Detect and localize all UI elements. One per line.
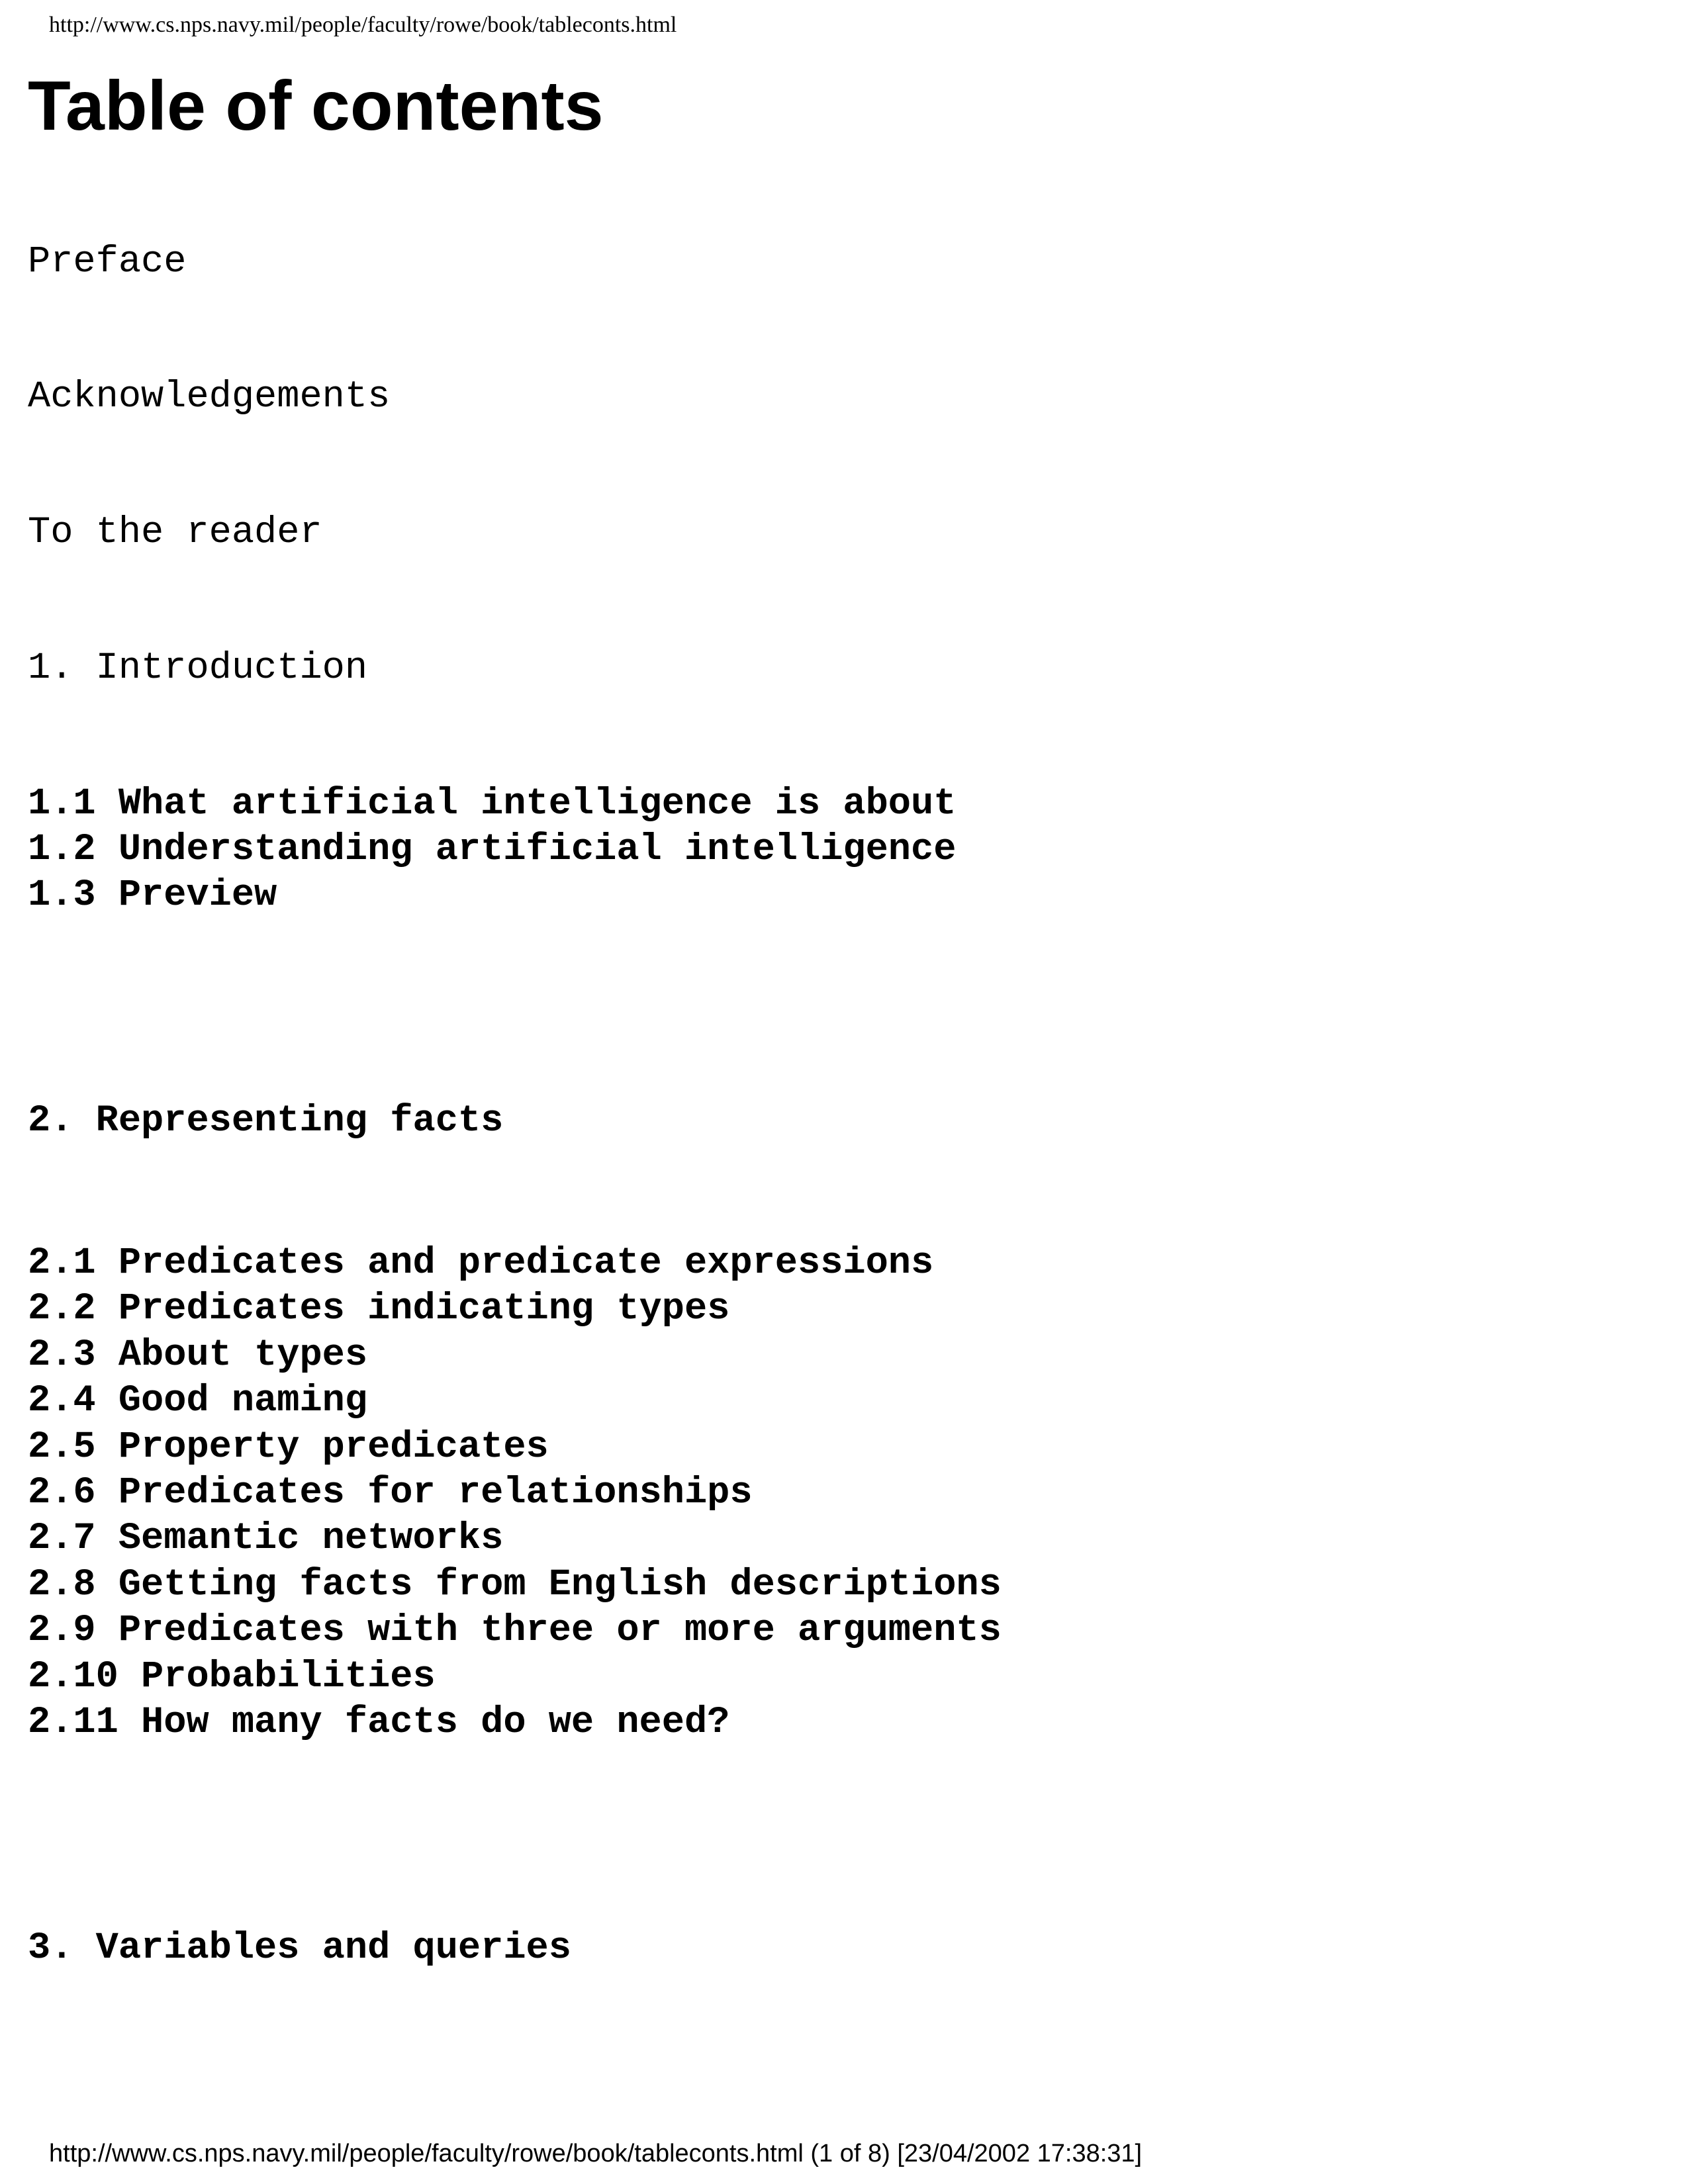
toc-link-section-2-10[interactable]: 2.10 Probabilities — [28, 1656, 436, 1698]
toc-link-section-1-3[interactable]: 1.3 Preview — [28, 874, 277, 917]
print-header-url: http://www.cs.nps.navy.mil/people/faculty/rowe/book/tableconts.html — [49, 13, 677, 37]
toc-link-section-2-1[interactable]: 2.1 Predicates and predicate expressions — [28, 1242, 934, 1285]
toc-link-section-2-6[interactable]: 2.6 Predicates for relationships — [28, 1472, 753, 1514]
toc-link-section-1-2[interactable]: 1.2 Understanding artificial intelligence — [28, 829, 957, 871]
toc-link-section-1-1[interactable]: 1.1 What artificial intelligence is about — [28, 783, 957, 825]
toc-link-chapter-2[interactable]: 2. Representing facts — [28, 1100, 504, 1142]
toc-link-chapter-3[interactable]: 3. Variables and queries — [28, 1927, 571, 1970]
toc-link-section-2-2[interactable]: 2.2 Predicates indicating types — [28, 1288, 730, 1330]
toc-link-section-2-7[interactable]: 2.7 Semantic networks — [28, 1518, 504, 1560]
toc-link-section-2-8[interactable]: 2.8 Getting facts from English descriptions — [28, 1564, 1002, 1606]
toc-link-acknowledgements[interactable]: Acknowledgements — [28, 376, 391, 418]
toc-link-section-2-4[interactable]: 2.4 Good naming — [28, 1380, 368, 1422]
toc-link-section-2-11[interactable]: 2.11 How many facts do we need? — [28, 1702, 730, 1744]
toc-link-section-2-3[interactable]: 2.3 About types — [28, 1334, 368, 1377]
toc-link-to-the-reader[interactable]: To the reader — [28, 512, 322, 554]
toc-link-chapter-1[interactable]: 1. Introduction — [28, 647, 368, 690]
print-footer: http://www.cs.nps.navy.mil/people/faculty/rowe/book/tableconts.html (1 of 8) [23/04/2002 17:38:31] — [49, 2140, 1143, 2167]
page-title: Table of contents — [28, 67, 604, 145]
toc-link-section-2-5[interactable]: 2.5 Property predicates — [28, 1426, 549, 1469]
toc-link-section-2-9[interactable]: 2.9 Predicates with three or more arguments — [28, 1610, 1002, 1652]
toc-link-preface[interactable]: Preface — [28, 241, 187, 283]
